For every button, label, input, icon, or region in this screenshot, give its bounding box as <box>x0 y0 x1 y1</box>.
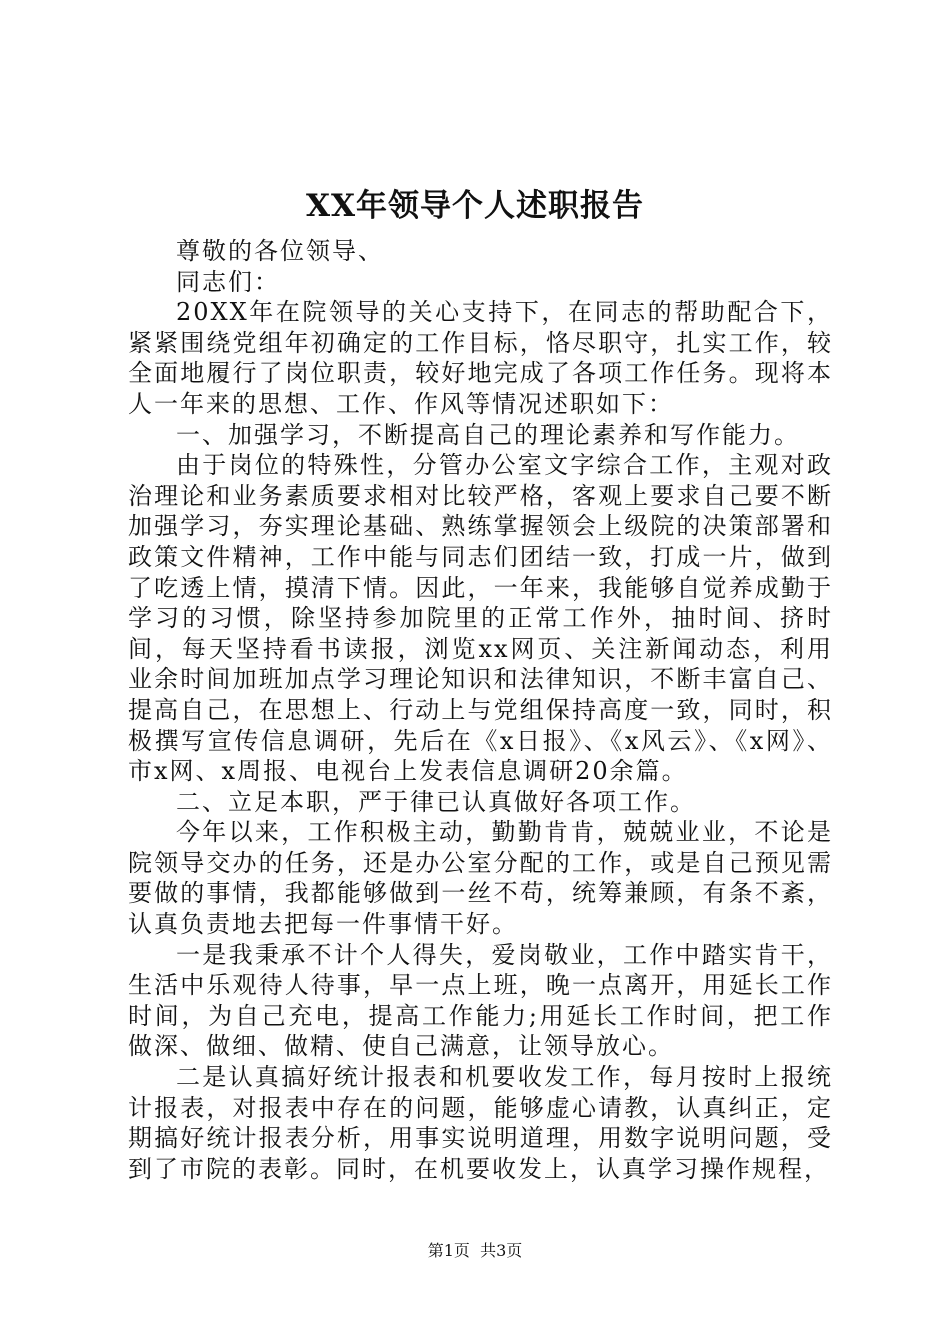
page-number: 第1页 <box>427 1241 470 1260</box>
page-total: 共3页 <box>480 1241 523 1260</box>
section-2-paragraph: 今年以来，工作积极主动，勤勤肯肯，兢兢业业，不论是院领导交办的任务，还是办公室分配的工作，或是自己预见需要做的事情，我都能够做到一丝不苟，统筹兼顾，有条不紊，认真负责地去把每一件事情干好。 <box>128 818 833 939</box>
salutation-line-2: 同志们： <box>176 267 280 296</box>
section-1-paragraph: 由于岗位的特殊性，分管办公室文字综合工作，主观对政治理论和业务素质要求相对比较严格，客观上要求自己要不断加强学习，夯实理论基础、熟练掌握领会上级院的决策部署和政策文件精神，工作中能与同志们团结一致，打成一片，做到了吃透上情，摸清下情。因此，一年来，我能够自觉养成勤于学习的习惯，除坚持参加院里的正常工作外，抽时间、挤时间，每天坚持看书读报，浏览xx网页、关注新闻动态，利用业余时间加班加点学习理论知识和法律知识，不断丰富自己、提高自己，在思想上、行动上与党组保持高度一致，同时，积极撰写宣传信息调研，先后在《x日报》、《x风云》、《x网》、市x网、x周报、电视台上发表信息调研20余篇。 <box>128 451 833 786</box>
document-body <box>128 236 833 1184</box>
section-heading-1: 一、加强学习，不断提高自己的理论素养和写作能力。 <box>176 420 800 449</box>
document-title: XX年领导个人述职报告 <box>305 188 645 224</box>
section-2-point-1: 一是我秉承不计个人得失，爱岗敬业，工作中踏实肯干，生活中乐观待人待事，早一点上班，晚一点离开，用延长工作时间，为自己充电，提高工作能力;用延长工作时间，把工作做深、做细、做精、使自己满意，让领导放心。 <box>128 940 833 1061</box>
section-2-point-2: 二是认真搞好统计报表和机要收发工作，每月按时上报统计报表，对报表中存在的问题，能够虚心请教，认真纠正，定期搞好统计报表分析，用事实说明道理，用数字说明问题，受到了市院的表彰。同时，在机要收发上，认真学习操作规程， <box>128 1063 833 1183</box>
intro-paragraph: 20XX年在院领导的关心支持下，在同志的帮助配合下，紧紧围绕党组年初确定的工作目标，恪尽职守，扎实工作，较全面地履行了岗位职责，较好地完成了各项工作任务。现将本人一年来的思想、工作、作风等情况述职如下： <box>128 298 833 418</box>
page-footer <box>0 1241 950 1261</box>
section-heading-2: 二、立足本职，严于律已认真做好各项工作。 <box>176 787 696 816</box>
salutation-line-1: 尊敬的各位领导、 <box>176 237 384 265</box>
